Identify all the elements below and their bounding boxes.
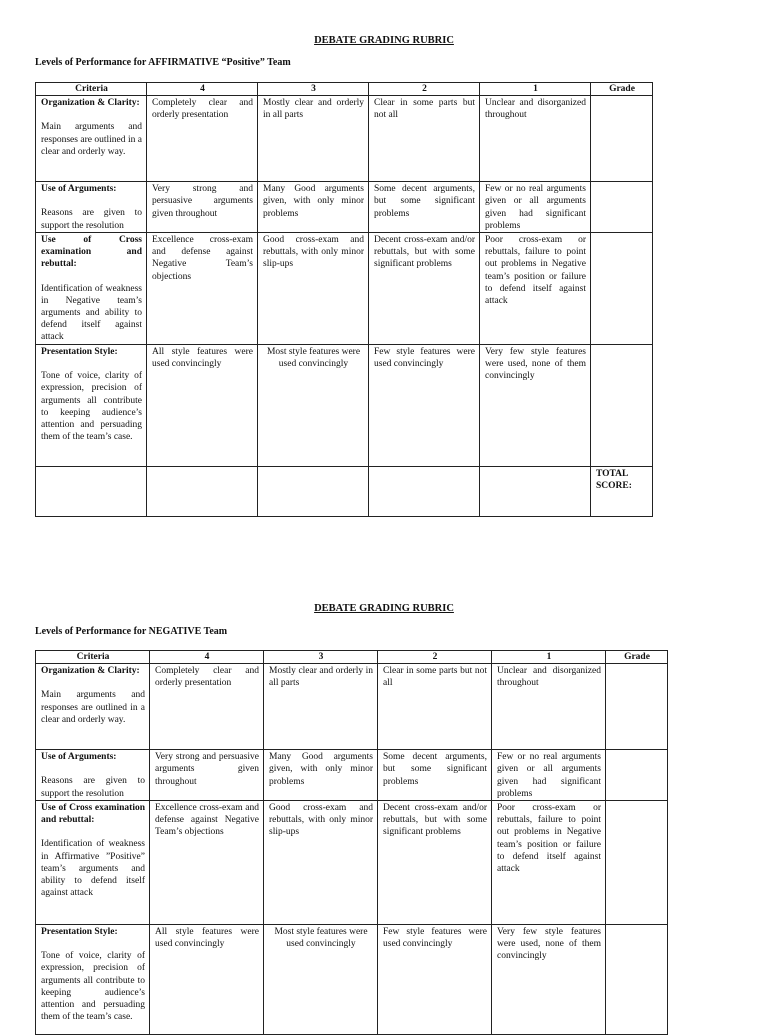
criteria-title: Presentation Style:: [41, 927, 118, 938]
header-score-1: 1: [492, 651, 606, 664]
table-row: [36, 664, 668, 750]
score-3-cell: Mostly clear and orderly in all parts: [264, 664, 378, 750]
criteria-cell: [36, 750, 150, 801]
score-3-cell: Most style features were used convincingly: [258, 345, 369, 467]
score-4-cell: Very strong and persuasive arguments given throughout: [150, 750, 264, 801]
table-row: [36, 233, 653, 345]
header-score-3: 3: [264, 651, 378, 664]
criteria-title: Use of Arguments:: [41, 752, 117, 763]
affirmative-rubric-title: DEBATE GRADING RUBRIC: [314, 35, 454, 46]
total-score-cell[interactable]: [591, 467, 653, 517]
criteria-description: Main arguments and responses are outlined in a clear and orderly way.: [41, 122, 142, 157]
affirmative-rubric-table: [35, 82, 653, 517]
table-row: [36, 750, 668, 801]
negative-rubric-table: [35, 650, 668, 1035]
grade-cell[interactable]: [591, 345, 653, 467]
criteria-description: Main arguments and responses are outlined in a clear and orderly way.: [41, 690, 145, 725]
score-4-cell: Completely clear and orderly presentation: [147, 96, 258, 182]
grade-cell[interactable]: [606, 664, 668, 750]
grade-cell[interactable]: [591, 96, 653, 182]
criteria-cell: [36, 345, 147, 467]
header-score-2: 2: [369, 83, 480, 96]
header-grade: Grade: [591, 83, 653, 96]
score-3-cell: Good cross-exam and rebuttals, with only minor slip-ups: [258, 233, 369, 345]
criteria-title: Organization & Clarity:: [41, 666, 140, 677]
criteria-title: Use of Arguments:: [41, 184, 117, 195]
criteria-cell: [36, 801, 150, 925]
score-2-cell: Some decent arguments, but some significant problems: [378, 750, 492, 801]
header-score-2: 2: [378, 651, 492, 664]
score-2-cell: Decent cross-exam and/or rebuttals, but with some significant problems: [378, 801, 492, 925]
grade-cell[interactable]: [606, 750, 668, 801]
criteria-description: Identification of weakness in Negative team’s arguments and ability to defend itself against attack: [41, 283, 142, 343]
grade-cell[interactable]: [591, 233, 653, 345]
criteria-cell: [36, 233, 147, 345]
score-3-cell: Many Good arguments given, with only minor problems: [258, 182, 369, 233]
table-row: [36, 182, 653, 233]
score-1-cell: Unclear and disorganized throughout: [480, 96, 591, 182]
score-3-cell: Mostly clear and orderly in all parts: [258, 96, 369, 182]
total-empty-cell: [369, 467, 480, 517]
score-1-cell: Very few style features were used, none of them convincingly: [492, 925, 606, 1035]
criteria-description: Reasons are given to support the resolution: [41, 776, 145, 799]
table-header-row: [36, 83, 653, 96]
score-3-cell: Many Good arguments given, with only minor problems: [264, 750, 378, 801]
score-4-cell: All style features were used convincingly: [147, 345, 258, 467]
score-3-cell: Good cross-exam and rebuttals, with only minor slip-ups: [264, 801, 378, 925]
criteria-cell: [36, 664, 150, 750]
score-4-cell: Very strong and persuasive arguments given throughout: [147, 182, 258, 233]
score-2-cell: Clear in some parts but not all: [378, 664, 492, 750]
score-4-cell: Excellence cross-exam and defense against Negative Team’s objections: [147, 233, 258, 345]
header-criteria: Criteria: [36, 83, 147, 96]
criteria-description: Reasons are given to support the resolution: [41, 208, 142, 231]
total-score-label: TOTAL SCORE:: [596, 469, 632, 492]
score-2-cell: Few style features were used convincingly: [369, 345, 480, 467]
criteria-title: Organization & Clarity:: [41, 98, 140, 109]
header-grade: Grade: [606, 651, 668, 664]
score-2-cell: Few style features were used convincingly: [378, 925, 492, 1035]
table-header-row: [36, 651, 668, 664]
score-2-cell: Some decent arguments, but some significant problems: [369, 182, 480, 233]
grade-cell[interactable]: [606, 925, 668, 1035]
criteria-description: Tone of voice, clarity of expression, precision of arguments all contribute to keeping audience’s attention and persuading them of the team’s case.: [41, 951, 145, 1023]
total-empty-cell: [258, 467, 369, 517]
total-row: [36, 467, 653, 517]
score-1-cell: Very few style features were used, none of them convincingly: [480, 345, 591, 467]
score-1-cell: Poor cross-exam or rebuttals, failure to point out problems in Negative team’s position or failure to defend itself against attack: [480, 233, 591, 345]
score-2-cell: Clear in some parts but not all: [369, 96, 480, 182]
score-1-cell: Few or no real arguments given or all arguments given had significant problems: [492, 750, 606, 801]
criteria-description: Tone of voice, clarity of expression, precision of arguments all contribute to keeping audience’s attention and persuading them of the team’s case.: [41, 371, 142, 443]
score-1-cell: Few or no real arguments given or all arguments given had significant problems: [480, 182, 591, 233]
total-empty-cell: [36, 467, 147, 517]
criteria-description: Identification of weakness in Affirmative ”Positive” team’s arguments and ability to defend itself against attack: [41, 839, 145, 899]
header-score-1: 1: [480, 83, 591, 96]
criteria-cell: [36, 182, 147, 233]
header-criteria: Criteria: [36, 651, 150, 664]
header-score-4: 4: [147, 83, 258, 96]
score-4-cell: All style features were used convincingly: [150, 925, 264, 1035]
score-4-cell: Excellence cross-exam and defense against Negative Team’s objections: [150, 801, 264, 925]
score-1-cell: Poor cross-exam or rebuttals, failure to point out problems in Negative team’s position or failure to defend itself against attack: [492, 801, 606, 925]
table-row: [36, 801, 668, 925]
criteria-title: Use of Cross examination and rebuttal:: [41, 803, 145, 826]
criteria-cell: [36, 925, 150, 1035]
score-2-cell: Decent cross-exam and/or rebuttals, but with some significant problems: [369, 233, 480, 345]
criteria-cell: [36, 96, 147, 182]
score-1-cell: Unclear and disorganized throughout: [492, 664, 606, 750]
grade-cell[interactable]: [606, 801, 668, 925]
score-4-cell: Completely clear and orderly presentation: [150, 664, 264, 750]
negative-rubric-title: DEBATE GRADING RUBRIC: [314, 603, 454, 614]
table-row: [36, 925, 668, 1035]
total-empty-cell: [147, 467, 258, 517]
score-3-cell: Most style features were used convincingly: [264, 925, 378, 1035]
grade-cell[interactable]: [591, 182, 653, 233]
criteria-title: Use of Cross examination and rebuttal:: [41, 235, 142, 270]
total-empty-cell: [480, 467, 591, 517]
header-score-4: 4: [150, 651, 264, 664]
header-score-3: 3: [258, 83, 369, 96]
affirmative-rubric-subtitle: Levels of Performance for AFFIRMATIVE “Positive” Team: [35, 57, 291, 68]
criteria-title: Presentation Style:: [41, 347, 118, 358]
table-row: [36, 345, 653, 467]
negative-rubric-subtitle: Levels of Performance for NEGATIVE Team: [35, 626, 228, 637]
table-row: [36, 96, 653, 182]
